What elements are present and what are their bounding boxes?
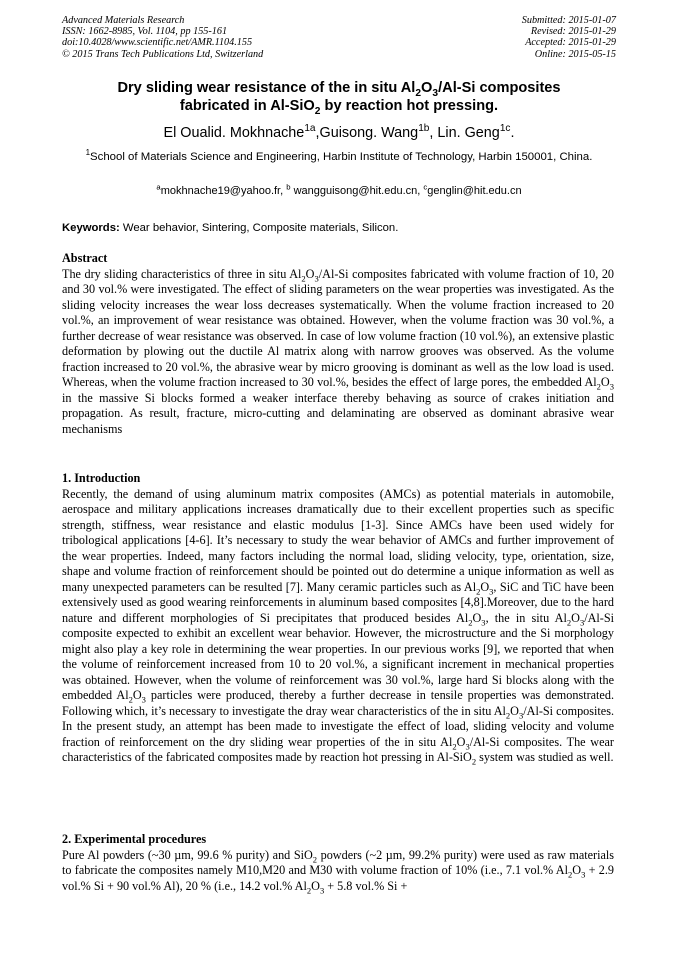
date-accepted: Accepted: 2015-01-29 — [525, 37, 616, 49]
date-online: Online: 2015-05-15 — [534, 48, 616, 60]
experimental-section — [62, 832, 614, 894]
email-link: wangguisong@hit.edu.cn, — [290, 185, 424, 197]
paper-title: Dry sliding wear resistance of the in situ $Al_2O_3/Al-Si$ composites fabricated in Al-SiO$_2$ by reaction hot pressing. — [117, 80, 561, 117]
author-list: El Oualid. Mokhnache$^{1a}$,Guisong. Wang$^{1b}$, Lin. Geng$^{1c}$. — [163, 123, 515, 141]
keywords — [62, 221, 398, 235]
keywords-label: Keywords: — [62, 222, 120, 234]
email-link: genglin@hit.edu.cn — [427, 185, 522, 197]
date-revised: Revised: 2015-01-29 — [530, 26, 616, 38]
introduction-body: Recently, the demand of using aluminum matrix composites (AMCs) as potential materials in automobile, aerospace and military applications increases dramatically due to their excellent properties such as specific strength, stiffness, wear resistance and elastic modulus [1-3]. Since AMCs have been used widely for tribological applications [4-6]. It’s necessary to study the wear behavior of AMCs and further improvement of the wear properties. Indeed, many factors including the normal load, sliding velocity, type, orientation, size, shape and volume fraction of reinforcement should be pointed out do determine a unique information as well as many unexpected parameters can be resulted [7]. Many ceramic particles such as $Al_2O_3$, SiC and TiC have been extensively used as good wearing reinforcements in aluminum based composites [4,8].Moreover, due to the hard nature and different morphologies of Si precipitates that produced besides $Al_2O_3$, the in situ $Al_2O_3/Al-Si$ composite expected to exhibit an excellent wear behavior. However, the microstructure and the Si morphology might also play a key role in determining the wear properties. In our previous works [9], we reported that when the volume of reinforcement increased from 10 to 20 vol.%, a significant increment in mechanical properties was obtained. However, when the volume of reinforcement was 30 vol.%, large hard Si blocks along with the embedded $Al_2O_3$ particles were produced, thereby a further decrease in tensile properties was demonstrated. Following which, it’s necessary to investigate the dray wear characteristics of the in situ $Al_2O_3/Al-Si$ composites. In the present study, an attempt has been made to investigate the effect of load, sliding velocity and volume fraction of reinforcement on the dry sliding wear properties of the in situ $Al_2O_3/Al-Si$ composites. The wear characteristics of the fabricated composites made by reaction hot pressing in Al-SiO$_2$ system was studied as well. — [62, 486, 615, 767]
affiliation: $^1$School of Materials Science and Engineering, Harbin Institute of Technology, Harbin 150001, China. — [85, 148, 593, 163]
journal-copyright: © 2015 Trans Tech Publications Ltd, Switzerland — [62, 48, 264, 60]
journal-name: Advanced Materials Research — [62, 15, 185, 26]
introduction-section — [62, 471, 614, 766]
author-emails: $^a$mokhnache19@yahoo.fr, $^b$ wangguisong@hit.edu.cn, $^c$genglin@hit.edu.cn — [156, 182, 522, 197]
experimental-body: Pure Al powders (~30 µm, 99.6 % purity) and SiO$_2$ powders (~2 µm, 99.2% purity) were used as raw materials to fabricate the composites namely M10,M20 and M30 with volume fraction of 10% (i.e., 7.1 vol.% $Al_2O_3 + 2.9$ vol.% Si + 90 vol.% Al), 20 % (i.e., 14.2 vol.% $Al_2O_3 + 5.8$ vol.% Si + — [62, 847, 615, 895]
introduction-heading: 1. Introduction — [62, 471, 141, 485]
experimental-heading: 2. Experimental procedures — [62, 832, 207, 846]
abstract-body: The dry sliding characteristics of three in situ $Al_2O_3/Al-Si$ composites fabricated with volume fraction of 10, 20 and 30 vol.% were investigated. The effect of sliding parameters on the wear properties was investigated. As the sliding velocity increases the wear loss decreases systematically. When the volume fraction increased to 20 vol.%, an improvement of wear resistance was obtained. However, when the volume fraction was 30 vol.%, a further decrease of wear resistance was observed. In case of low volume fraction (10 vol.%), an extensive plastic deformation by plowing out the ductile Al matrix along with narrow grooves was observed. As the volume fraction increased to 20 vol.%, the abrasive wear by micro grooving is dominant as well as the low load is used. Whereas, when the volume fraction increased to 30 vol.%, besides the effect of large pores, the embedded $Al_2O_3$ in the massive Si blocks formed a weaker interface thereby behaving as source of crakes initiation and propagation. As result, fracture, micro-cutting and delaminating are observed as dominant abrasive wear mechanisms — [62, 266, 615, 436]
journal-doi: doi:10.4028/www.scientific.net/AMR.1104.155 — [62, 37, 253, 49]
author-name: El Oualid. Mokhnache — [163, 125, 305, 141]
author-name: , Lin. Geng — [429, 125, 500, 141]
journal-issn: ISSN: 1662-8985, Vol. 1104, pp 155-161 — [62, 26, 228, 38]
abstract-section — [62, 251, 614, 437]
email-link: mokhnache19@yahoo.fr, — [160, 185, 287, 197]
publication-dates — [522, 15, 616, 60]
date-submitted: Submitted: 2015-01-07 — [521, 15, 616, 26]
author-name: ,Guisong. Wang — [315, 125, 419, 141]
keywords-text: Wear behavior, Sintering, Composite materials, Silicon. — [119, 222, 399, 234]
abstract-heading: Abstract — [62, 251, 108, 265]
journal-header — [62, 15, 263, 60]
